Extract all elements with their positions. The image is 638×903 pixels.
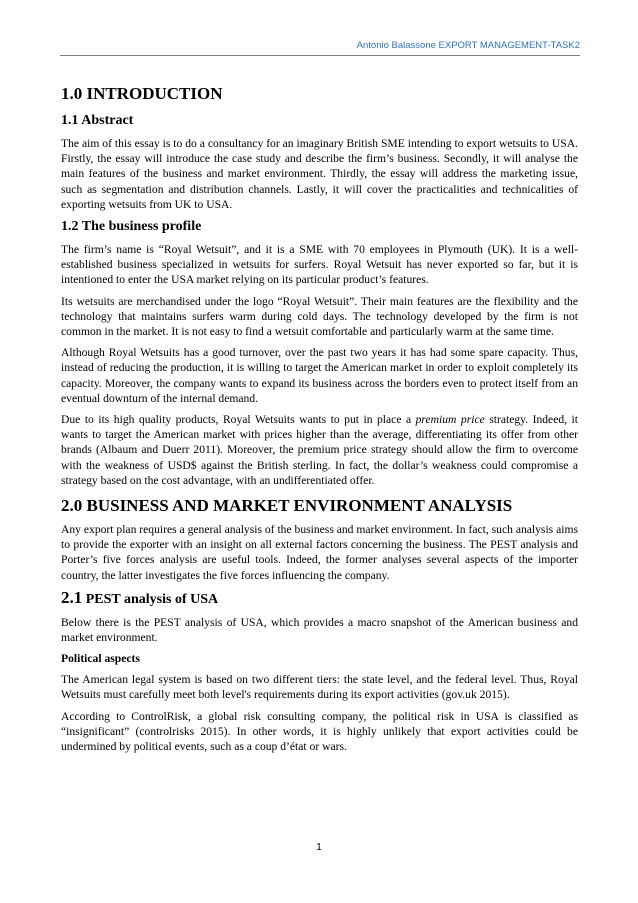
page-number: 1 <box>316 842 322 853</box>
section-title-introduction: 1.0 INTRODUCTION <box>61 84 223 103</box>
pest-heading <box>61 589 578 609</box>
business-profile-heading: 1.2 The business profile <box>61 219 202 235</box>
abstract-paragraph: The aim of this essay is to do a consultancy for an imaginary British SME intending to export wetsuits to USA. Firstly, the essay will introduce the case study and describe the firm’s business. Secondly, it will analyse the main features of the business and market environment. Thirdly, the essay will address the marketing issue, such as segmentation and distribution channels. Lastly, it will cover the practicalities and technicalities of exporting wetsuits from UK to USA. <box>61 137 578 211</box>
profile-paragraph-1: The firm’s name is “Royal Wetsuit”, and it is a SME with 70 employees in Plymouth (UK). It is a well-established business specialized in wetsuits for surfers. Royal Wetsuit has never exported so far, but it is intentioned to enter the USA market relying on its particular product’s features. <box>61 243 578 287</box>
profile-p4-end: strategy. Indeed, it wants to target the American market with prices higher than the average, differentiating its offer from other brands (Albaum and Duerr 2011). Moreover, the premium price strategy should allow the firm to overcome with the weakness of USD$ against the British sterling. In fact, the dollar’s weakness could compromise a strategy based on the cost advantage, with an undifferentiated offer. <box>61 413 578 487</box>
page-header: Antonio Balassone EXPORT MANAGEMENT-TASK2 <box>356 40 580 51</box>
document-body <box>61 84 578 760</box>
analysis-intro-paragraph: Any export plan requires a general analysis of the business and market environment. In fact, such analysis aims to provide the exporter with an insight on all external factors concerning the business. The PEST analysis and Porter’s five forces analysis are useful tools. Indeed, the former analyses several aspects of the importer country, the latter investigates the five forces influencing the company. <box>61 523 578 582</box>
political-paragraph-2: According to ControlRisk, a global risk consulting company, the political risk in USA is classified as “insignificant” (controlrisks 2015). In other words, it is highly unlikely that export activities could be undermined by political events, such as a coup d’état or wars. <box>61 709 578 754</box>
profile-paragraph-4 <box>61 412 578 488</box>
abstract-heading: 1.1 Abstract <box>61 113 134 128</box>
premium-price-term: premium price <box>415 413 485 427</box>
pest-heading-text: PEST analysis of USA <box>82 591 219 607</box>
header-divider <box>60 55 580 56</box>
profile-paragraph-3: Although Royal Wetsuits has a good turnover, over the past two years it has had some spare capacity. Thus, instead of reducing the production, it is willing to target the American market in order to exploit completely its capacity. Moreover, the company wants to expand its business across the borders even to protect itself from an eventual downturn of the internal demand. <box>61 346 578 405</box>
political-paragraph-1: The American legal system is based on two different tiers: the state level, and the federal level. Thus, Royal Wetsuits must carefully meet both level's requirements during its export activities (gov.uk 2015). <box>61 673 578 702</box>
section-title-business-analysis: 2.0 BUSINESS AND MARKET ENVIRONMENT ANALYSIS <box>61 496 513 516</box>
profile-p4-start: Due to its high quality products, Royal Wetsuits wants to put in place a <box>61 413 416 427</box>
political-aspects-heading: Political aspects <box>61 652 140 666</box>
pest-heading-number: 2.1 <box>61 587 83 607</box>
profile-paragraph-2: Its wetsuits are merchandised under the logo “Royal Wetsuit”. Their main features are the flexibility and the technology that maintains surfers warm during cold days. The technology developed by the firm is not common in the market. It is not easy to find a wetsuit comfortable and particularly warm at the same time. <box>61 294 578 339</box>
pest-paragraph: Below there is the PEST analysis of USA, which provides a macro snapshot of the American business and market environment. <box>61 615 578 645</box>
